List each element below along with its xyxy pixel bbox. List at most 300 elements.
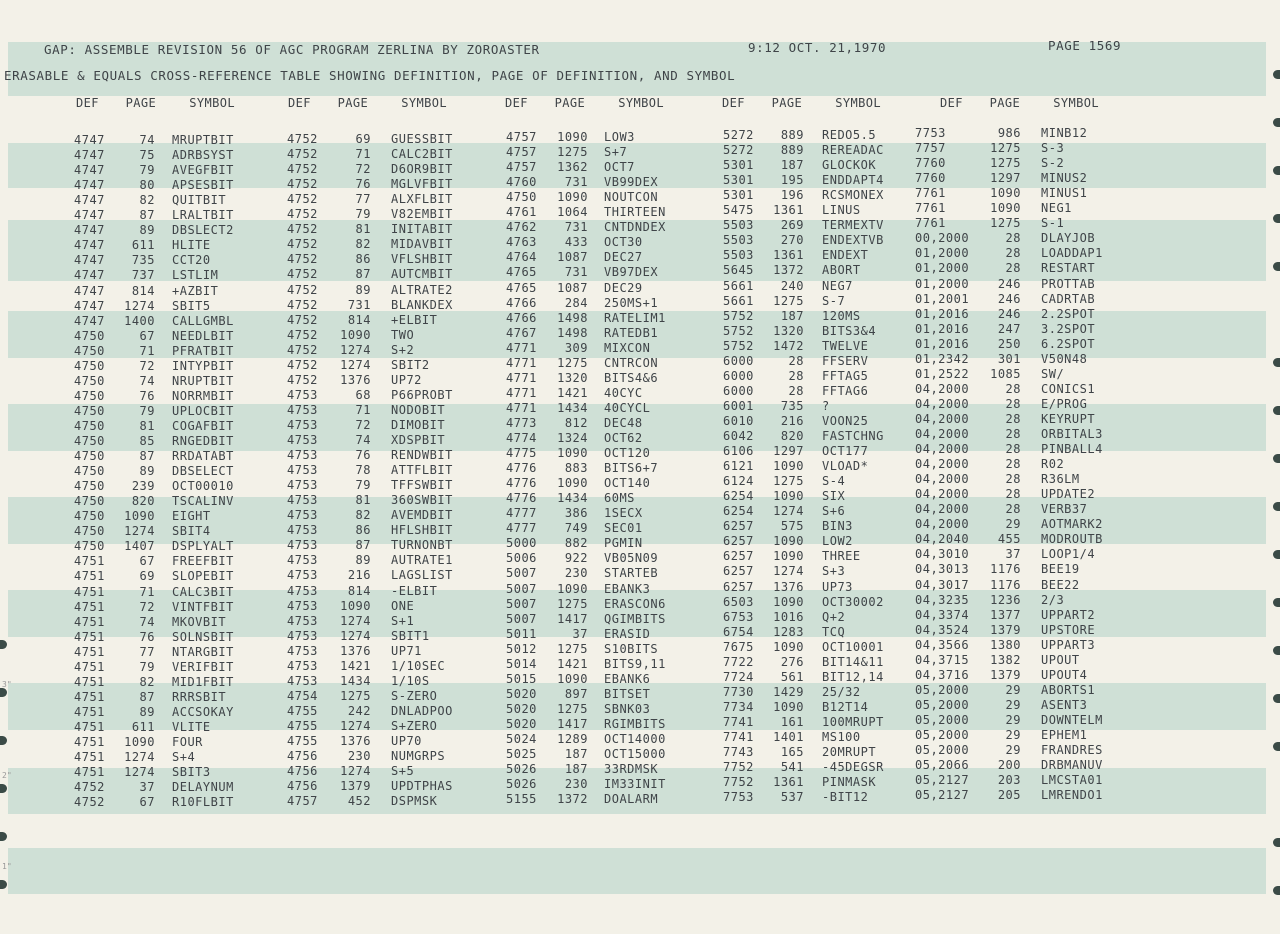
symbol-cell: S-2 xyxy=(1041,156,1065,171)
symbol-cell: VFLSHBIT xyxy=(391,252,453,267)
page-cell: 246 xyxy=(997,291,1021,306)
page-cell: 203 xyxy=(997,773,1021,788)
page-cell: 270 xyxy=(780,233,804,248)
def-cell: 4747 xyxy=(74,178,105,193)
def-cell: 6257 xyxy=(723,549,754,564)
def-cell: 7741 xyxy=(723,714,754,729)
page-cell: 1274 xyxy=(773,504,804,519)
page-cell: 82 xyxy=(355,508,371,523)
symbol-cell: BEE19 xyxy=(1041,562,1080,577)
page-cell: 1090 xyxy=(124,509,155,524)
page-cell: 1087 xyxy=(557,250,588,265)
def-cell: 4750 xyxy=(74,479,105,494)
symbol-cell: MIDAVBIT xyxy=(391,237,453,252)
page-cell: 81 xyxy=(355,493,371,508)
def-cell: 7761 xyxy=(915,186,946,201)
symbol-cell: LAGSLIST xyxy=(391,568,453,583)
symbol-cell: EPHEM1 xyxy=(1041,728,1088,742)
symbol-cell: V50N48 xyxy=(1041,351,1088,366)
def-cell: 04,2040 xyxy=(915,532,970,547)
page-cell: 1320 xyxy=(557,370,588,385)
symbol-cell: HLITE xyxy=(172,238,211,253)
def-cell: 01,2001 xyxy=(915,291,970,306)
tractor-hole xyxy=(0,640,7,649)
symbol-cell: BITS4&6 xyxy=(604,370,659,385)
symbol-cell: AVEMDBIT xyxy=(391,508,453,523)
page-cell: 81 xyxy=(139,418,155,433)
def-cell: 4753 xyxy=(287,387,318,402)
page-header: PAGE xyxy=(554,96,586,110)
page-cell: 814 xyxy=(131,283,155,298)
def-cell: 4750 xyxy=(74,464,105,479)
symbol-cell: CNTDNDEX xyxy=(604,220,666,235)
symbol-cell: UPOUT4 xyxy=(1041,667,1088,682)
symbol-cell: SBIT5 xyxy=(172,298,211,313)
def-cell: 4751 xyxy=(74,659,105,674)
page-cell: 1283 xyxy=(773,624,804,639)
symbol-cell: V82EMBIT xyxy=(391,207,453,222)
def-cell: 4775 xyxy=(506,446,537,461)
page-cell: 731 xyxy=(347,297,371,312)
tractor-hole xyxy=(1273,694,1280,703)
page-cell: 1434 xyxy=(557,400,588,415)
page-cell: 86 xyxy=(355,523,371,538)
page-cell: 1275 xyxy=(773,474,804,489)
page-cell: 69 xyxy=(355,132,371,146)
def-cell: 04,3374 xyxy=(915,607,970,622)
page-cell: 28 xyxy=(1005,261,1021,276)
page-cell: 79 xyxy=(139,163,155,178)
page-cell: 76 xyxy=(355,448,371,463)
def-cell: 5752 xyxy=(723,338,754,353)
symbol-cell: VB05N09 xyxy=(604,551,659,566)
def-cell: 5272 xyxy=(723,128,754,142)
def-cell: 4765 xyxy=(506,265,537,280)
def-cell: 4753 xyxy=(287,417,318,432)
def-cell: 04,2000 xyxy=(915,442,970,457)
page-cell: 269 xyxy=(780,218,804,233)
def-cell: 4750 xyxy=(74,358,105,373)
def-cell: 4753 xyxy=(287,643,318,658)
page-cell: 1090 xyxy=(557,476,588,491)
page-cell: 1376 xyxy=(773,579,804,594)
page-cell: 1275 xyxy=(557,701,588,716)
symbol-cell: OCT10001 xyxy=(822,639,884,654)
page-cell: 71 xyxy=(139,584,155,599)
symbol-cell: NRUPTBIT xyxy=(172,373,234,388)
def-cell: 4753 xyxy=(287,463,318,478)
greenbar-band xyxy=(8,848,1266,894)
page-cell: 889 xyxy=(780,128,804,142)
def-cell: 4755 xyxy=(287,703,318,718)
symbol-cell: GUESSBIT xyxy=(391,132,453,146)
def-cell: 4767 xyxy=(506,325,537,340)
def-cell: 6754 xyxy=(723,624,754,639)
def-cell: 7730 xyxy=(723,684,754,699)
symbol-cell: QGIMBITS xyxy=(604,611,666,626)
page-cell: 79 xyxy=(139,659,155,674)
def-cell: 7757 xyxy=(915,141,946,156)
page-cell: 1421 xyxy=(340,658,371,673)
page-cell: 1090 xyxy=(773,489,804,504)
def-cell: 4752 xyxy=(287,222,318,237)
def-header: DEF xyxy=(76,96,99,110)
page-cell: 1275 xyxy=(340,688,371,703)
page-cell: 1376 xyxy=(340,372,371,387)
symbol-cell: ONE xyxy=(391,598,415,613)
page-cell: 230 xyxy=(564,777,588,792)
symbol-cell: OCT62 xyxy=(604,431,643,445)
symbol-cell: -45DEGSR xyxy=(822,760,884,775)
symbol-cell: VERIFBIT xyxy=(172,659,234,674)
page-cell: 1498 xyxy=(557,310,588,325)
page-cell: 1236 xyxy=(990,592,1021,607)
page-cell: 28 xyxy=(1005,457,1021,472)
def-cell: 5301 xyxy=(723,188,754,203)
symbol-cell: COGAFBIT xyxy=(172,418,234,433)
symbol-cell: S-7 xyxy=(822,293,846,308)
def-cell: 7760 xyxy=(915,156,946,171)
def-cell: 5645 xyxy=(723,263,754,278)
page-cell: 986 xyxy=(997,126,1021,140)
page-cell: 68 xyxy=(355,387,371,402)
symbol-cell: OCT7 xyxy=(604,160,635,175)
page-cell: 28 xyxy=(1005,427,1021,441)
symbol-cell: RENDWBIT xyxy=(391,448,453,463)
page-cell: 1362 xyxy=(557,160,588,175)
tractor-hole xyxy=(1273,550,1280,559)
page-cell: 75 xyxy=(139,148,155,163)
symbol-cell: ALTRATE2 xyxy=(391,282,453,297)
page-cell: 1382 xyxy=(990,652,1021,667)
symbol-cell: 20MRUPT xyxy=(822,745,877,760)
symbol-header: SYMBOL xyxy=(1053,96,1099,110)
symbol-cell: OCT120 xyxy=(604,446,651,461)
symbol-cell: UPPART2 xyxy=(1041,607,1096,622)
symbol-cell: GLOCKOK xyxy=(822,158,877,173)
def-cell: 4751 xyxy=(74,704,105,719)
page-cell: 74 xyxy=(139,373,155,388)
def-cell: 4771 xyxy=(506,400,537,415)
symbol-cell: INITABIT xyxy=(391,222,453,237)
def-cell: 4753 xyxy=(287,448,318,463)
symbol-cell: LOADDAP1 xyxy=(1041,246,1103,261)
def-cell: 6753 xyxy=(723,609,754,624)
def-cell: 4753 xyxy=(287,523,318,538)
page-cell: 216 xyxy=(347,568,371,583)
def-cell: 4752 xyxy=(74,795,105,810)
symbol-cell: OCT177 xyxy=(822,444,869,459)
symbol-header: SYMBOL xyxy=(618,96,664,110)
def-cell: 6257 xyxy=(723,519,754,534)
def-cell: 4751 xyxy=(74,765,105,780)
page-cell: 814 xyxy=(347,583,371,598)
def-cell: 7753 xyxy=(915,126,946,140)
page-cell: 1090 xyxy=(773,534,804,549)
def-cell: 04,2000 xyxy=(915,487,970,502)
page-cell: 28 xyxy=(1005,231,1021,246)
symbol-cell: LSTLIM xyxy=(172,268,219,283)
def-cell: 01,2000 xyxy=(915,276,970,291)
page-cell: 37 xyxy=(139,780,155,795)
page-cell: 731 xyxy=(564,220,588,235)
def-cell: 5752 xyxy=(723,323,754,338)
page-cell: 216 xyxy=(780,413,804,428)
def-cell: 4776 xyxy=(506,476,537,491)
page-cell: 1274 xyxy=(340,613,371,628)
def-cell: 01,2000 xyxy=(915,246,970,261)
def-cell: 4750 xyxy=(74,434,105,448)
page-cell: 1472 xyxy=(773,338,804,353)
page-cell: 1090 xyxy=(340,327,371,342)
page-cell: 28 xyxy=(1005,246,1021,261)
tractor-hole xyxy=(1273,886,1280,895)
page-cell: 1361 xyxy=(773,248,804,263)
def-cell: 04,2000 xyxy=(915,411,970,426)
page-cell: 1421 xyxy=(557,385,588,400)
page-cell: 1372 xyxy=(773,263,804,278)
def-cell: 4752 xyxy=(287,162,318,177)
def-cell: 5752 xyxy=(723,308,754,323)
symbol-cell: RNGEDBIT xyxy=(172,434,234,448)
def-cell: 4751 xyxy=(74,674,105,689)
def-cell: 4757 xyxy=(287,794,318,809)
page-cell: 165 xyxy=(780,745,804,760)
symbol-cell: 25/32 xyxy=(822,684,861,699)
def-cell: 6000 xyxy=(723,383,754,398)
symbol-cell: SW/ xyxy=(1041,366,1065,381)
symbol-cell: +AZBIT xyxy=(172,283,219,298)
symbol-cell: RRRSBIT xyxy=(172,689,227,704)
symbol-cell: BITS3&4 xyxy=(822,323,877,338)
def-cell: 05,2000 xyxy=(915,743,970,758)
symbol-cell: SBIT2 xyxy=(391,357,430,372)
page-cell: 1379 xyxy=(990,667,1021,682)
symbol-cell: UP72 xyxy=(391,372,422,387)
symbol-cell: OCT00010 xyxy=(172,479,234,494)
def-cell: 4750 xyxy=(74,403,105,418)
def-cell: 04,2000 xyxy=(915,396,970,411)
page-cell: 820 xyxy=(131,494,155,509)
symbol-cell: TERMEXTV xyxy=(822,218,884,233)
def-cell: 7753 xyxy=(723,790,754,805)
symbol-header: SYMBOL xyxy=(835,96,881,110)
def-cell: 04,2000 xyxy=(915,472,970,487)
symbol-cell: SBIT3 xyxy=(172,765,211,780)
symbol-cell: MINUS1 xyxy=(1041,186,1088,201)
symbol-cell: NOUTCON xyxy=(604,190,659,205)
def-cell: 4757 xyxy=(506,160,537,175)
symbol-cell: AUTCMBIT xyxy=(391,267,453,282)
def-cell: 4751 xyxy=(74,614,105,629)
def-cell: 04,2000 xyxy=(915,457,970,472)
page-cell: 922 xyxy=(564,551,588,566)
def-cell: 4747 xyxy=(74,148,105,163)
page-cell: 1274 xyxy=(773,564,804,579)
symbol-cell: LOW2 xyxy=(822,534,853,549)
def-cell: 4760 xyxy=(506,175,537,190)
page-cell: 28 xyxy=(788,368,804,383)
def-cell: 4747 xyxy=(74,133,105,147)
page-cell: 1274 xyxy=(340,357,371,372)
page-cell: 1090 xyxy=(557,581,588,596)
def-cell: 5020 xyxy=(506,686,537,701)
symbol-cell: UP71 xyxy=(391,643,422,658)
column-header xyxy=(722,96,881,110)
page-header: PAGE xyxy=(125,96,157,110)
def-cell: 4752 xyxy=(287,282,318,297)
page-cell: 1090 xyxy=(773,549,804,564)
symbol-cell: RCSMONEX xyxy=(822,188,884,203)
page-cell: 1379 xyxy=(990,622,1021,637)
page-cell: 541 xyxy=(780,760,804,775)
page-cell: 735 xyxy=(131,253,155,268)
symbol-cell: XDSPBIT xyxy=(391,433,446,447)
symbol-cell: BEE22 xyxy=(1041,577,1080,592)
def-cell: 4753 xyxy=(287,433,318,447)
symbol-cell: CALC3BIT xyxy=(172,584,234,599)
symbol-cell: DNLADPOO xyxy=(391,703,453,718)
page-cell: 1297 xyxy=(773,444,804,459)
symbol-cell: 40CYC xyxy=(604,385,643,400)
def-cell: 5272 xyxy=(723,143,754,158)
page-cell: 537 xyxy=(780,790,804,805)
symbol-cell: EBANK6 xyxy=(604,671,651,686)
def-cell: 4752 xyxy=(287,177,318,192)
symbol-cell: ENDEXT xyxy=(822,248,869,263)
page-cell: 1376 xyxy=(340,734,371,748)
page-cell: 1274 xyxy=(340,342,371,357)
page-cell: 87 xyxy=(139,449,155,464)
page-cell: 386 xyxy=(564,506,588,521)
page-cell: 1274 xyxy=(340,764,371,779)
column-header xyxy=(505,96,664,110)
def-cell: 4771 xyxy=(506,370,537,385)
page-cell: 1400 xyxy=(124,313,155,328)
def-cell: 4747 xyxy=(74,268,105,283)
symbol-cell: IM33INIT xyxy=(604,777,666,792)
page-cell: 1274 xyxy=(340,628,371,643)
symbol-cell: INTYPBIT xyxy=(172,358,234,373)
symbol-cell: NEG1 xyxy=(1041,201,1072,216)
margin-mark: 2" xyxy=(2,771,12,780)
symbol-cell: QUITBIT xyxy=(172,193,227,208)
def-header: DEF xyxy=(940,96,963,110)
symbol-cell: ABORTS1 xyxy=(1041,682,1096,697)
symbol-cell: NTARGBIT xyxy=(172,644,234,659)
page-cell: 1361 xyxy=(773,775,804,790)
tractor-hole xyxy=(1273,70,1280,79)
symbol-cell: AVEGFBIT xyxy=(172,163,234,178)
symbol-cell: REREADAC xyxy=(822,143,884,158)
def-cell: 4753 xyxy=(287,598,318,613)
symbol-cell: OCT30 xyxy=(604,235,643,250)
symbol-cell: CONICS1 xyxy=(1041,381,1096,396)
page-cell: 29 xyxy=(1005,697,1021,712)
symbol-cell: CNTRCON xyxy=(604,355,659,370)
def-cell: 4771 xyxy=(506,385,537,400)
def-cell: 4747 xyxy=(74,208,105,223)
page-cell: 1434 xyxy=(340,673,371,688)
page-cell: 1401 xyxy=(773,730,804,744)
page-cell: 195 xyxy=(780,173,804,188)
def-cell: 4751 xyxy=(74,689,105,704)
symbol-cell: ADRBSYST xyxy=(172,148,234,163)
tractor-hole xyxy=(0,880,7,889)
def-cell: 05,2127 xyxy=(915,773,970,788)
listing-timestamp: 9:12 OCT. 21,1970 xyxy=(748,40,887,55)
def-cell: 4764 xyxy=(506,250,537,265)
page-cell: 196 xyxy=(780,188,804,203)
symbol-cell: DEC29 xyxy=(604,280,643,295)
def-cell: 4752 xyxy=(287,207,318,222)
page-cell: 78 xyxy=(355,463,371,478)
page-cell: 89 xyxy=(355,282,371,297)
def-cell: 5301 xyxy=(723,158,754,173)
page-cell: 1085 xyxy=(990,366,1021,381)
symbol-cell: RGIMBITS xyxy=(604,716,666,731)
def-cell: 7752 xyxy=(723,775,754,790)
symbol-cell: BIN3 xyxy=(822,519,853,534)
page-cell: 1090 xyxy=(773,699,804,714)
page-cell: 71 xyxy=(355,147,371,162)
symbol-cell: TSCALINV xyxy=(172,494,234,509)
def-cell: 4753 xyxy=(287,508,318,523)
def-cell: 01,2522 xyxy=(915,366,970,381)
tractor-hole xyxy=(1273,406,1280,415)
symbol-cell: R02 xyxy=(1041,457,1065,472)
symbol-cell: MIXCON xyxy=(604,340,651,355)
def-cell: 6254 xyxy=(723,504,754,519)
def-cell: 4747 xyxy=(74,238,105,253)
page-cell: 284 xyxy=(564,295,588,310)
symbol-cell: MID1FBIT xyxy=(172,674,234,689)
page-cell: 87 xyxy=(355,538,371,553)
def-cell: 7760 xyxy=(915,171,946,186)
page-cell: 731 xyxy=(564,175,588,190)
tractor-hole xyxy=(0,736,7,745)
def-cell: 4750 xyxy=(74,524,105,539)
symbol-cell: 250MS+1 xyxy=(604,295,659,310)
def-cell: 4762 xyxy=(506,220,537,235)
page-cell: 28 xyxy=(788,383,804,398)
def-header: DEF xyxy=(288,96,311,110)
def-cell: 05,2066 xyxy=(915,758,970,773)
page-cell: 29 xyxy=(1005,712,1021,727)
def-cell: 4747 xyxy=(74,313,105,328)
page-header: PAGE xyxy=(337,96,369,110)
symbol-cell: BLANKDEX xyxy=(391,297,453,312)
def-cell: 01,2016 xyxy=(915,321,970,336)
def-cell: 6121 xyxy=(723,459,754,474)
def-cell: 4756 xyxy=(287,779,318,794)
symbol-cell: TWO xyxy=(391,327,415,342)
def-cell: 5155 xyxy=(506,792,537,807)
page-header: PAGE xyxy=(989,96,1021,110)
symbol-cell: CALC2BIT xyxy=(391,147,453,162)
symbol-cell: 6.2SPOT xyxy=(1041,336,1096,351)
def-cell: 01,2342 xyxy=(915,351,970,366)
def-cell: 7761 xyxy=(915,216,946,231)
symbol-cell: S-3 xyxy=(1041,141,1065,156)
def-cell: 4753 xyxy=(287,628,318,643)
symbol-cell: BIT12,14 xyxy=(822,669,884,684)
page-cell: 731 xyxy=(564,265,588,280)
symbol-cell: FRANDRES xyxy=(1041,743,1103,758)
page-cell: 1297 xyxy=(990,171,1021,186)
symbol-cell: PGMIN xyxy=(604,536,643,551)
page-cell: 67 xyxy=(139,554,155,569)
